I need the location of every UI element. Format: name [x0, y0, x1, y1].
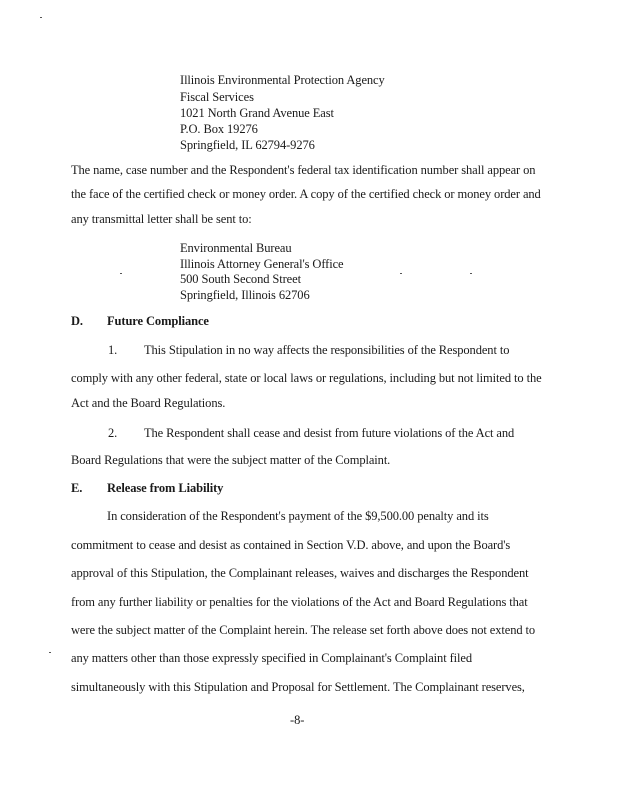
- item-number: 2.: [108, 426, 118, 440]
- page-number: -8-: [290, 713, 305, 727]
- paragraph-line: the face of the certified check or money order. A copy of the certified check or money order and: [71, 187, 541, 201]
- scan-speck: [120, 273, 122, 274]
- scan-speck: [400, 273, 402, 274]
- address-line: Fiscal Services: [180, 90, 254, 104]
- paragraph-line: were the subject matter of the Complaint herein. The release set forth above does not extend to: [71, 623, 536, 637]
- paragraph-line: from any further liability or penalties for the violations of the Act and Board Regulations that: [71, 595, 528, 609]
- address-line: 1021 North Grand Avenue East: [180, 106, 334, 120]
- paragraph-line: commitment to cease and desist as contained in Section V.D. above, and upon the Board's: [71, 538, 511, 552]
- scan-speck: [49, 652, 51, 653]
- section-title: Future Compliance: [107, 314, 209, 328]
- address-line: Illinois Environmental Protection Agency: [180, 73, 385, 87]
- paragraph-line: simultaneously with this Stipulation and Proposal for Settlement. The Complainant reserves,: [71, 680, 525, 694]
- scan-speck: [470, 273, 472, 274]
- address-line: 500 South Second Street: [180, 272, 301, 286]
- paragraph-line: any transmittal letter shall be sent to:: [71, 212, 252, 226]
- address-line: Springfield, Illinois 62706: [180, 288, 310, 302]
- scan-speck: [40, 17, 42, 18]
- paragraph-line: Board Regulations that were the subject matter of the Complaint.: [71, 453, 391, 467]
- paragraph-line: In consideration of the Respondent's payment of the $9,500.00 penalty and its: [107, 509, 489, 523]
- item-number: 1.: [108, 343, 118, 357]
- address-line: Springfield, IL 62794-9276: [180, 138, 315, 152]
- section-letter: E.: [71, 481, 83, 495]
- address-line: Illinois Attorney General's Office: [180, 257, 344, 271]
- paragraph-line: The name, case number and the Respondent's federal tax identification number shall appear on: [71, 163, 536, 177]
- paragraph-line: Act and the Board Regulations.: [71, 396, 226, 410]
- address-line: P.O. Box 19276: [180, 122, 258, 136]
- paragraph-line: The Respondent shall cease and desist from future violations of the Act and: [144, 426, 515, 440]
- address-line: Environmental Bureau: [180, 241, 292, 255]
- section-title: Release from Liability: [107, 481, 224, 495]
- paragraph-line: comply with any other federal, state or local laws or regulations, including but not limited to the: [71, 371, 542, 385]
- paragraph-line: This Stipulation in no way affects the responsibilities of the Respondent to: [144, 343, 510, 357]
- paragraph-line: any matters other than those expressly specified in Complainant's Complaint filed: [71, 651, 473, 665]
- paragraph-line: approval of this Stipulation, the Complainant releases, waives and discharges the Respondent: [71, 566, 529, 580]
- section-letter: D.: [71, 314, 83, 328]
